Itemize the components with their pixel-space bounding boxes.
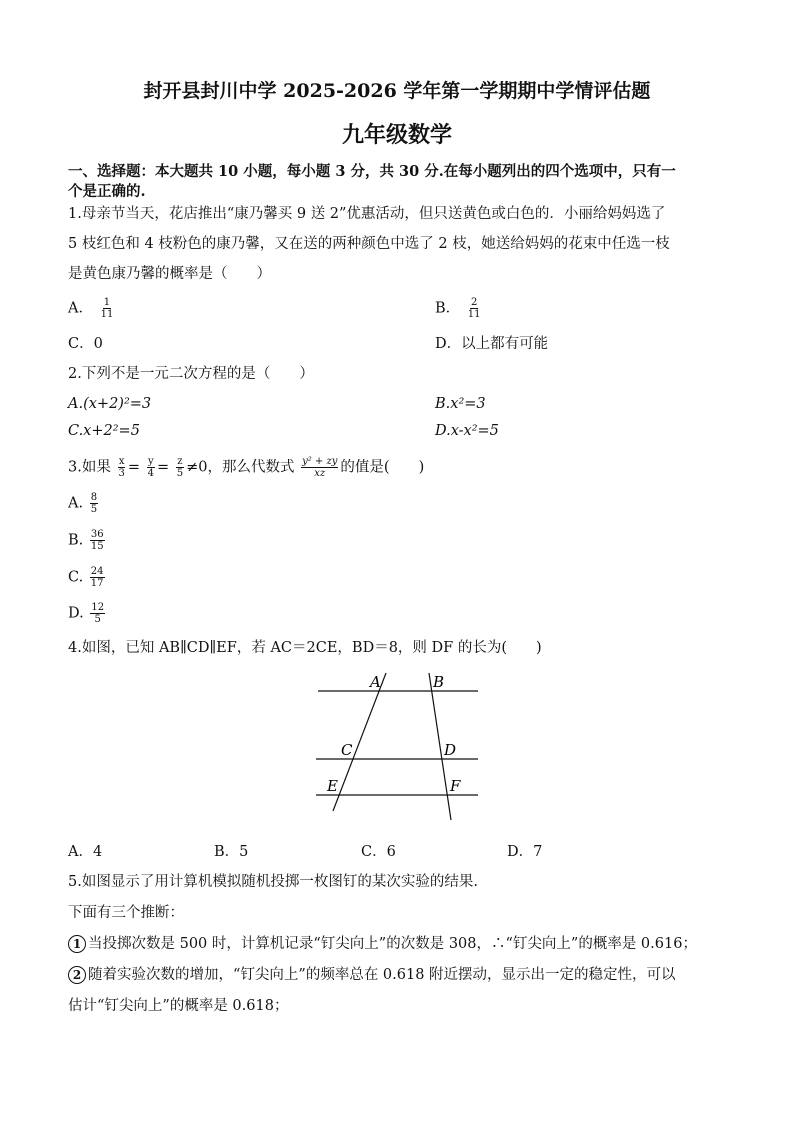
q3-fraction-z-den: 5 <box>176 468 184 479</box>
q1-option-a <box>68 297 116 320</box>
point-label-d: D <box>444 741 457 759</box>
q3-option-d-label: D. <box>68 605 84 622</box>
point-label-e: E <box>327 777 338 795</box>
point-label-f: F <box>450 777 461 795</box>
q3-fraction-expr-den: xz <box>314 468 326 479</box>
q1-option-a-label: A． <box>68 300 93 317</box>
q3-fraction-expr <box>301 456 338 479</box>
q3-fraction-z-num: z <box>177 456 183 467</box>
q3-fraction-x <box>117 456 125 479</box>
q1-option-a-den: 11 <box>100 309 114 320</box>
q3-option-b-den: 15 <box>90 541 104 552</box>
q3-option-a-label: A. <box>68 495 84 512</box>
q3-option-d-num: 12 <box>91 602 105 613</box>
q3-option-a <box>68 492 100 515</box>
q1-option-b-num: 2 <box>470 297 478 308</box>
q1-stem-line3: 是黄色康乃馨的概率是（ ） <box>68 266 271 282</box>
q1-option-c: C．0 <box>68 336 103 352</box>
point-label-a: A <box>370 673 381 691</box>
section-heading-line1: 一、选择题：本大题共 10 小题，每小题 3 分，共 30 分.在每小题列出的四个选项中，只有一 <box>68 163 676 180</box>
point-label-b: B <box>433 673 445 691</box>
q1-option-d: D．以上都有可能 <box>435 336 549 352</box>
circled-number-1: 1 <box>68 935 86 953</box>
q3-option-d-fraction <box>90 602 105 625</box>
q2-option-a: A.(x+2)²=3 <box>68 396 152 412</box>
q3-prefix: 3.如果 <box>68 459 111 476</box>
q4-option-d: D．7 <box>507 844 543 860</box>
q5-item-2-line2: 估计“钉尖向上”的概率是 0.618； <box>68 998 289 1014</box>
q3-stem <box>68 456 424 479</box>
q3-option-c <box>68 566 107 589</box>
q1-stem-line1: 1.母亲节当天，花店推出“康乃馨买 9 送 2”优惠活动，但只送黄色或白色的．小丽给妈妈选了 <box>68 206 666 222</box>
q2-option-c: C.x+2²=5 <box>68 423 140 439</box>
q2-stem: 2.下列不是一元二次方程的是（ ） <box>68 366 314 382</box>
q3-option-c-fraction <box>90 566 105 589</box>
section-heading-line2: 个是正确的. <box>68 183 146 200</box>
q5-item-1-text: 当投掷次数是 500 时，计算机记录“钉尖向上”的次数是 308，∴“钉尖向上”的概率是 0.616； <box>88 936 697 952</box>
q4-stem: 4.如图，已知 AB∥CD∥EF，若 AC＝2CE，BD＝8，则 DF 的长为( ) <box>68 640 542 656</box>
q3-option-a-den: 5 <box>90 504 98 515</box>
q3-fraction-y-den: 4 <box>147 468 154 479</box>
q3-fraction-y-num: y <box>147 456 154 467</box>
q3-option-a-fraction <box>90 492 98 515</box>
q1-option-b-fraction <box>467 297 482 320</box>
q3-fraction-y <box>147 456 155 479</box>
q5-stem: 5.如图显示了用计算机模拟随机投掷一枚图钉的某次实验的结果. <box>68 874 478 890</box>
q1-option-b-den: 11 <box>467 309 481 320</box>
q3-option-c-num: 24 <box>90 566 104 577</box>
q3-option-b-num: 36 <box>90 529 104 540</box>
q4-option-c: C．6 <box>361 844 396 860</box>
q4-parallel-lines-figure <box>300 668 500 828</box>
q4-option-a: A．4 <box>68 844 103 860</box>
q3-equals-2: = <box>156 459 170 476</box>
q3-option-b-fraction <box>90 529 105 552</box>
q3-middle-text: ≠0，那么代数式 <box>186 459 295 476</box>
q2-option-b: B.x²=3 <box>435 396 486 412</box>
q3-option-b-label: B. <box>68 532 84 549</box>
q4-option-b: B．5 <box>214 844 249 860</box>
q3-fraction-x-num: x <box>118 456 125 467</box>
q1-stem-line2: 5 枝红色和 4 枝粉色的康乃馨，又在送的两种颜色中选了 2 枝，她送给妈妈的花束中任选一枝 <box>68 236 670 252</box>
point-label-c: C <box>341 741 353 759</box>
q3-option-c-den: 17 <box>90 578 104 589</box>
q3-option-d-den: 5 <box>94 614 101 625</box>
q3-option-c-label: C. <box>68 569 84 586</box>
q5-item-2 <box>68 965 676 985</box>
q3-option-b <box>68 529 107 552</box>
q5-intro: 下面有三个推断： <box>68 905 184 921</box>
q5-item-1 <box>68 934 697 954</box>
q1-option-b <box>435 297 484 320</box>
q3-fraction-z <box>176 456 184 479</box>
q3-option-a-num: 8 <box>90 492 98 503</box>
q1-option-a-fraction <box>100 297 115 320</box>
q1-option-b-label: B． <box>435 300 461 317</box>
q3-fraction-expr-num: y² + zy <box>302 456 338 467</box>
q3-fraction-x-den: 3 <box>118 468 125 479</box>
exam-title: 封开县封川中学 2025-2026 学年第一学期期中学情评估题 <box>143 80 651 102</box>
q3-equals-1: = <box>127 459 140 476</box>
q3-option-d <box>68 602 107 625</box>
circled-number-2: 2 <box>68 966 86 984</box>
exam-subtitle: 九年级数学 <box>341 122 452 148</box>
q1-option-a-num: 1 <box>103 297 111 308</box>
q2-option-d: D.x-x²=5 <box>435 423 499 439</box>
q3-suffix: 的值是( ) <box>340 459 425 476</box>
q5-item-2-text-line1: 随着实验次数的增加，“钉尖向上”的频率总在 0.618 附近摆动，显示出一定的稳定性，可以 <box>88 967 676 983</box>
